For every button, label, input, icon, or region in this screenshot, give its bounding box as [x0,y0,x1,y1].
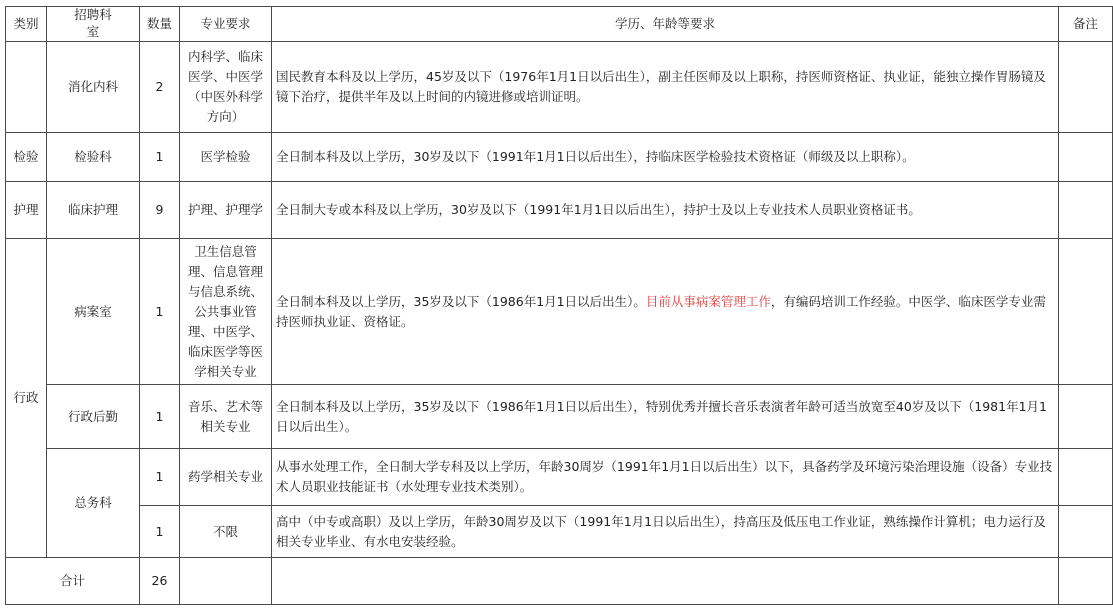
table-row [6,42,1113,133]
total-note-cell [1059,558,1113,605]
count-cell: 2 [140,42,180,133]
dept-text: 消化内科 [67,79,118,94]
dept-cell [47,42,140,133]
major-cell: 卫生信息管理、信息管理与信息系统、公共事业管理、中医学、临床医学等医学相关专业 [180,239,272,385]
header-dept-text: 招聘科室 [74,7,112,39]
total-count: 26 [140,558,180,605]
dept-cell: 病案室 [47,239,140,385]
note-cell [1059,182,1113,239]
category-cell: 护理 [6,182,47,239]
header-category: 类别 [6,7,47,42]
major-cell: 护理、护理学 [180,182,272,239]
major-cell: 药学相关专业 [180,449,272,506]
count-cell: 1 [140,449,180,506]
count-cell: 1 [140,239,180,385]
requirement-cell: 全日制大专或本科及以上学历，30岁及以下（1991年1月1日以后出生），持护士及以上专业技术人员职业资格证书。 [272,182,1059,239]
requirement-cell: 高中（中专或高职）及以上学历，年龄30周岁及以下（1991年1月1日以后出生），持高压及低压电工作业证，熟练操作计算机；电力运行及相关专业毕业、有水电安装经验。 [272,506,1059,558]
table-row [6,133,1113,182]
total-major-cell [180,558,272,605]
requirement-cell: 国民教育本科及以上学历，45岁及以下（1976年1月1日以后出生），副主任医师及以上职称，持医师资格证、执业证，能独立操作胃肠镜及镜下治疗，提供半年及以上时间的内镜进修或培训证明。 [272,42,1059,133]
requirement-cell: 从事水处理工作，全日制大学专科及以上学历，年龄30周岁（1991年1月1日以后出生）以下，具备药学及环境污染治理设施（设备）专业技术人员职业技能证书（水处理专业技术类别）。 [272,449,1059,506]
table-row [6,182,1113,239]
table-row [6,385,1113,449]
header-dept [47,7,140,42]
count-cell: 1 [140,133,180,182]
dept-cell [47,385,140,449]
total-label: 合计 [6,558,140,605]
category-cell: 检验 [6,133,47,182]
requirement-text: 全日制本科及以上学历，35岁及以下（1986年1月1日以后出生）。 [276,293,646,309]
major-cell: 内科学、临床医学、中医学（中医外科学方向） [180,42,272,133]
note-cell [1059,42,1113,133]
dept-cell: 总务科 [47,449,140,558]
requirement-cell [272,239,1059,385]
total-row [6,558,1113,605]
category-cell: 行政 [6,239,47,558]
note-cell [1059,449,1113,506]
requirement-cell: 全日制本科及以上学历，30岁及以下（1991年1月1日以后出生），持临床医学检验技术资格证（师级及以上职称）。 [272,133,1059,182]
header-count: 数量 [140,7,180,42]
major-cell: 不限 [180,506,272,558]
dept-cell [47,182,140,239]
dept-cell: 检验科 [47,133,140,182]
count-cell: 1 [140,385,180,449]
note-cell [1059,239,1113,385]
count-cell: 1 [140,506,180,558]
header-row [6,7,1113,42]
dept-text: 行政后勤 [67,408,118,424]
requirement-cell: 全日制本科及以上学历，35岁及以下（1986年1月1日以后出生），特别优秀并擅长音乐表演者年龄可适当放宽至40岁及以下（1981年1月1日以后出生）。 [272,385,1059,449]
recruitment-table [5,6,1113,605]
header-edu: 学历、年龄等要求 [272,7,1059,42]
header-major: 专业要求 [180,7,272,42]
total-requirement-cell [272,558,1059,605]
note-cell [1059,385,1113,449]
table-row [6,449,1113,506]
major-cell: 音乐、艺术等相关专业 [180,385,272,449]
note-cell [1059,506,1113,558]
header-note: 备注 [1059,7,1113,42]
requirement-text-tail: ，有编码培训工作经验。中医学、临床医学专业需持医师执业证、资格证。 [276,293,1046,329]
dept-text: 临床护理 [67,202,118,217]
requirement-highlight: 目前从事病案管理工作 [645,293,771,309]
note-cell [1059,133,1113,182]
table-row [6,506,1113,558]
major-cell: 医学检验 [180,133,272,182]
category-cell [6,42,47,133]
table-row [6,239,1113,385]
count-cell: 9 [140,182,180,239]
